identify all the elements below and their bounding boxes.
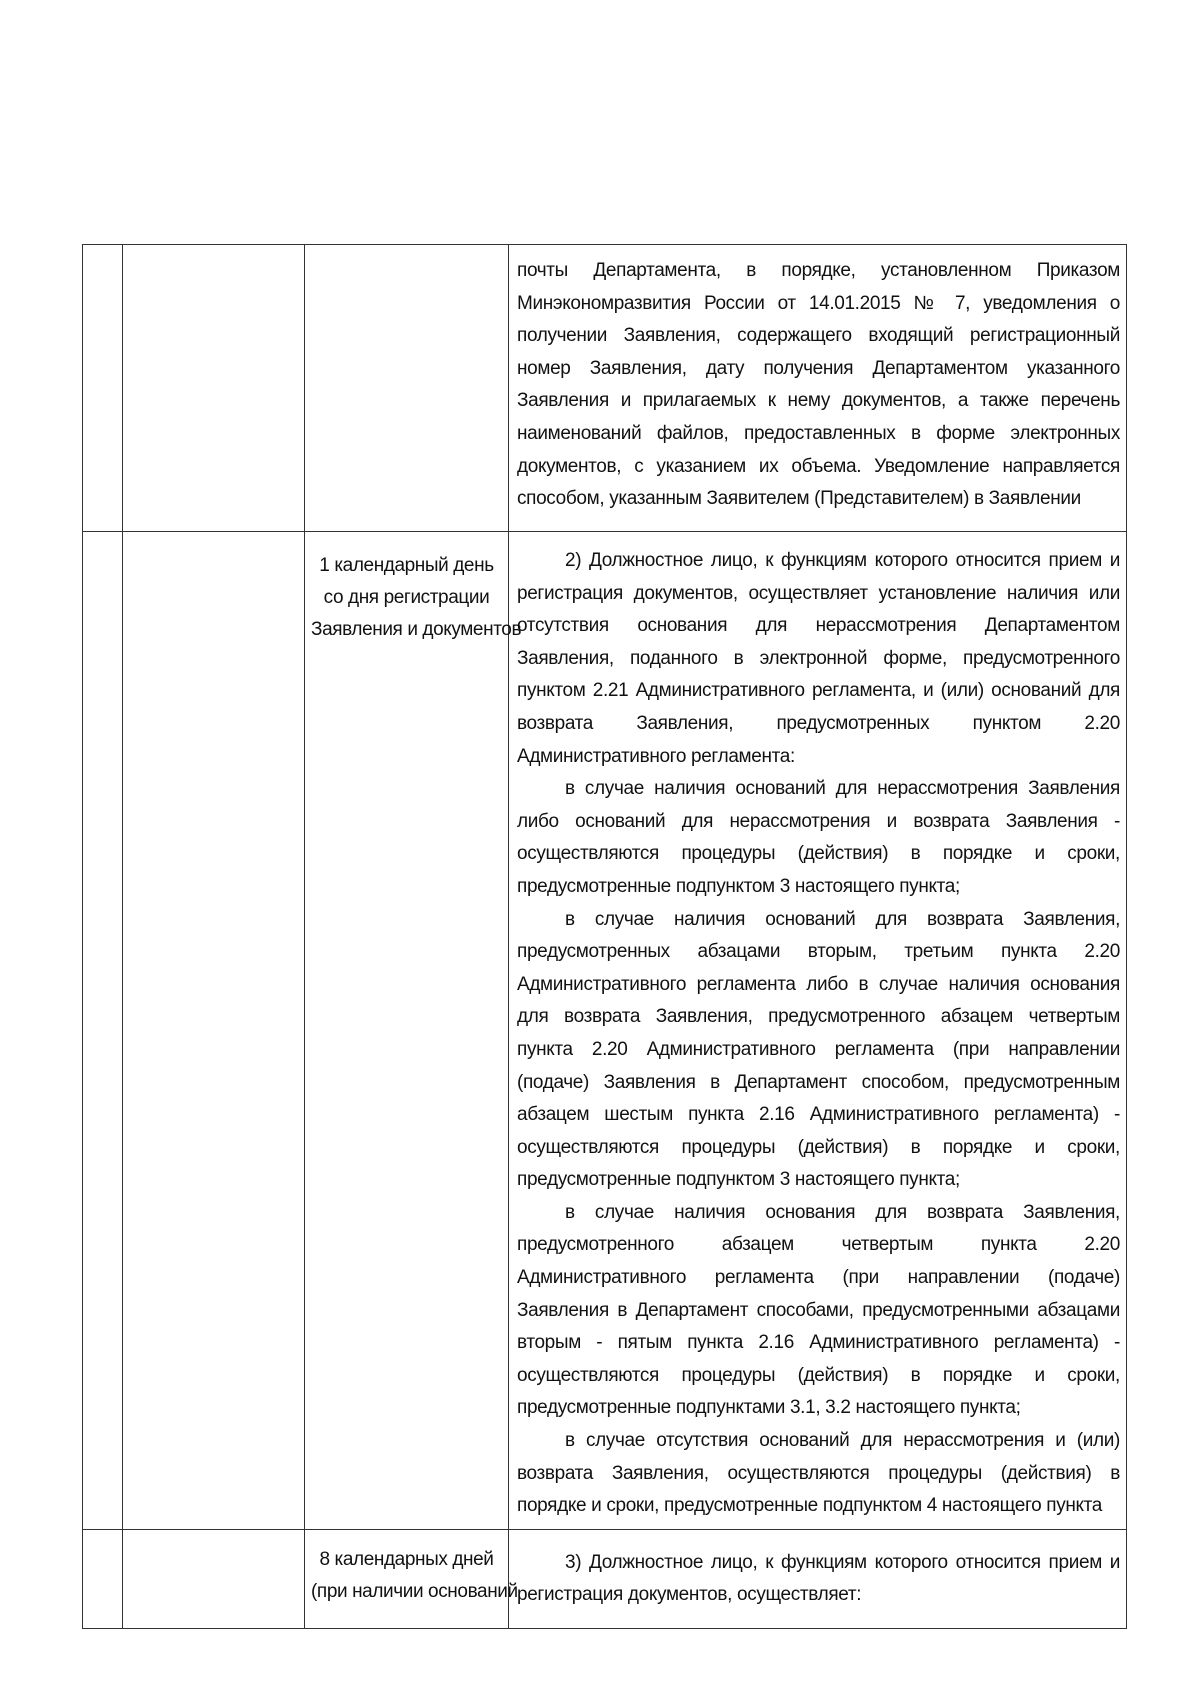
term-line: 1 календарный день xyxy=(319,555,494,576)
term-line: (при наличии оснований xyxy=(311,1580,518,1602)
number-cell xyxy=(83,245,123,532)
paragraph: в случае наличия оснований для возврата Заявления, предусмотренных абзацами вторым, третьим пункта 2.20 Административного регламента либо в случае наличия основания для возврата Заявления, предусмотренного абзацем четвертым пункта 2.20 Административного регламента (при направлении (подаче) Заявления в Департамент способом, предусмотренным абзацем шестым пункта 2.16 Административного регламента) - осуществляются процедуры (действия) в порядке и сроки, предусмотренные подпунктом 3 настоящего пункта; xyxy=(517,908,1120,1191)
number-cell xyxy=(83,1529,123,1628)
paragraph: 3) Должностное лицо, к функциям которого относится прием и регистрация документов, осуществляет: xyxy=(517,1551,1120,1606)
term-line: со дня регистрации xyxy=(323,587,490,608)
paragraph: в случае отсутствия оснований для нерассмотрения и (или) возврата Заявления, осуществляются процедуры (действия) в порядке и сроки, предусмотренные подпунктом 4 настоящего пункта xyxy=(517,1430,1120,1517)
table-row xyxy=(83,245,1127,532)
procedure-cell xyxy=(123,245,305,532)
number-cell xyxy=(83,532,123,1530)
procedure-cell xyxy=(123,1529,305,1628)
table-row xyxy=(83,532,1127,1530)
table-row xyxy=(83,1529,1127,1628)
paragraph: 2) Должностное лицо, к функциям которого относится прием и регистрация документов, осуществляет установление наличия или отсутствия основания для нерассмотрения Департаментом Заявления, поданного в электронной форме, предусмотренного пунктом 2.21 Административного регламента, и (или) оснований для возврата Заявления, предусмотренных пунктом 2.20 Административного регламента: xyxy=(517,550,1120,767)
paragraph: почты Департамента, в порядке, установленном Приказом Минэкономразвития России от 14.01.2015 № 7, уведомления о получении Заявления, содержащего входящий регистрационный номер Заявления, дату получения Департаментом указанного Заявления и прилагаемых к нему документов, а также перечень наименований файлов, предоставленных в форме электронных документов, с указанием их объема. Уведомление направляется способом, указанным Заявителем (Представителем) в Заявлении xyxy=(517,260,1120,510)
term-cell xyxy=(305,245,509,532)
term-line: Заявления и документов xyxy=(311,619,522,640)
paragraph: в случае наличия основания для возврата Заявления, предусмотренного абзацем четвертым пункта 2.20 Административного регламента (при направлении (подаче) Заявления в Департамент способами, предусмотренными абзацами вторым - пятым пункта 2.16 Административного регламента) - осуществляются процедуры (действия) в порядке и сроки, предусмотренные подпунктами 3.1, 3.2 настоящего пункта; xyxy=(517,1201,1120,1419)
content-cell xyxy=(509,532,1127,1530)
procedure-cell xyxy=(123,532,305,1530)
content-cell xyxy=(509,245,1127,532)
content-cell xyxy=(509,1529,1127,1628)
paragraph: в случае наличия оснований для нерассмотрения Заявления либо оснований для нерассмотрения и возврата Заявления - осуществляются процедуры (действия) в порядке и сроки, предусмотренные подпунктом 3 настоящего пункта; xyxy=(517,778,1120,897)
term-cell xyxy=(305,1529,518,1628)
term-cell xyxy=(305,532,522,1530)
procedure-table xyxy=(82,244,1127,1629)
term-line: 8 календарных дней xyxy=(319,1548,494,1570)
